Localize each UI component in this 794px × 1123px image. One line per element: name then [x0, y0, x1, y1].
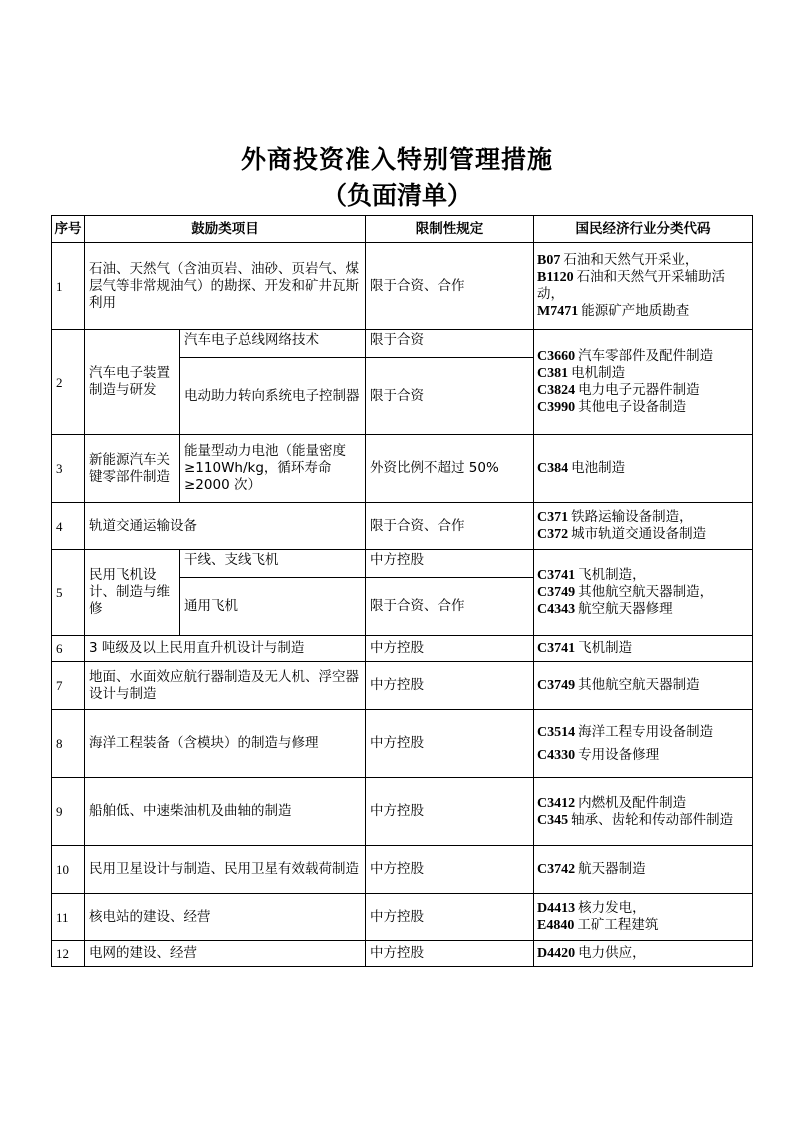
project-cell: 民用卫星设计与制造、民用卫星有效载荷制造 [85, 846, 366, 894]
row-number: 7 [52, 662, 85, 710]
restriction-cell: 中方控股 [366, 550, 534, 578]
restriction-cell: 中方控股 [366, 636, 534, 662]
project-cell: 核电站的建设、经营 [85, 894, 366, 941]
code-line: C4343 航空航天器修理 [537, 601, 673, 617]
code-cell [534, 435, 753, 503]
table-row [52, 243, 753, 330]
row-number: 8 [52, 710, 85, 778]
row-number: 3 [52, 435, 85, 503]
code-cell [534, 778, 753, 846]
code-line: M7471 能源矿产地质勘查 [537, 303, 690, 319]
code-line: E4840 工矿工程建筑 [537, 917, 659, 933]
row-number: 5 [52, 550, 85, 636]
row-number: 11 [52, 894, 85, 941]
project-cell: 电网的建设、经营 [85, 941, 366, 967]
code-line: C3749 其他航空航天器制造 [537, 677, 700, 693]
restriction-cell: 外资比例不超过 50% [366, 435, 534, 503]
header-no: 序号 [52, 216, 85, 243]
code-cell [534, 662, 753, 710]
table-row [52, 330, 753, 358]
row-number: 10 [52, 846, 85, 894]
table-row [52, 435, 753, 503]
row-number: 12 [52, 941, 85, 967]
restriction-cell: 限于合资 [366, 330, 534, 358]
code-cell [534, 636, 753, 662]
code-line: C3741 飞机制造 [537, 640, 633, 656]
row-number: 1 [52, 243, 85, 330]
project-cell: 汽车电子总线网络技术 [180, 330, 366, 358]
project-cell: 通用飞机 [180, 578, 366, 636]
table-row [52, 778, 753, 846]
code-line: C384 电池制造 [537, 460, 626, 476]
code-line: C4330 专用设备修理 [537, 746, 660, 763]
table-row [52, 710, 753, 778]
document-subtitle: （负面清单） [321, 181, 472, 210]
code-cell [534, 330, 753, 435]
project-cell: 海洋工程装备（含模块）的制造与修理 [85, 710, 366, 778]
project-cell: 地面、水面效应航行器制造及无人机、浮空器设计与制造 [85, 662, 366, 710]
code-line: C381 电机制造 [537, 365, 626, 381]
row-number: 9 [52, 778, 85, 846]
project-cell: 电动助力转向系统电子控制器 [180, 358, 366, 435]
project-cell: 3 吨级及以上民用直升机设计与制造 [85, 636, 366, 662]
project-cell: 轨道交通运输设备 [85, 503, 366, 550]
code-line: C345 轴承、齿轮和传动部件制造 [537, 811, 734, 828]
header-code: 国民经济行业分类代码 [534, 216, 753, 243]
code-cell [534, 550, 753, 636]
code-cell [534, 941, 753, 967]
document-title: 外商投资准入特别管理措施 [240, 145, 553, 174]
restriction-cell: 中方控股 [366, 846, 534, 894]
code-line: C371 铁路运输设备制造， [537, 509, 693, 525]
table-row [52, 894, 753, 941]
code-cell [534, 846, 753, 894]
row-number: 6 [52, 636, 85, 662]
code-line: C372 城市轨道交通设备制造 [537, 526, 707, 542]
code-line: C3660 汽车零部件及配件制造 [537, 348, 714, 364]
code-line: B07 石油和天然气开采业， [537, 252, 699, 268]
restriction-cell: 限于合资、合作 [366, 243, 534, 330]
code-cell [534, 710, 753, 778]
table-row [52, 941, 753, 967]
code-line: C3742 航天器制造 [537, 861, 646, 877]
table-row [52, 503, 753, 550]
table-row [52, 846, 753, 894]
header-restriction: 限制性规定 [366, 216, 534, 243]
project-cell: 干线、支线飞机 [180, 550, 366, 578]
table-row [52, 662, 753, 710]
restriction-cell: 中方控股 [366, 662, 534, 710]
table-header-row [52, 216, 753, 243]
code-line: B1120 石油和天然气开采辅助活动， [537, 269, 726, 302]
project-cell: 船舶低、中速柴油机及曲轴的制造 [85, 778, 366, 846]
restriction-cell: 限于合资 [366, 358, 534, 435]
table-row [52, 550, 753, 578]
restriction-cell: 限于合资、合作 [366, 578, 534, 636]
code-line: C3990 其他电子设备制造 [537, 399, 687, 415]
restriction-cell: 中方控股 [366, 778, 534, 846]
row-number: 4 [52, 503, 85, 550]
row-number: 2 [52, 330, 85, 435]
code-line: C3741 飞机制造， [537, 567, 646, 583]
code-line: C3514 海洋工程专用设备制造 [537, 723, 714, 740]
project-cell: 石油、天然气（含油页岩、油砂、页岩气、煤层气等非常规油气）的勘探、开发和矿井瓦斯利用 [85, 243, 366, 330]
restriction-cell: 中方控股 [366, 894, 534, 941]
negative-list-table [51, 215, 753, 967]
code-line: C3412 内燃机及配件制造 [537, 794, 687, 811]
code-line: D4413 核力发电， [537, 900, 646, 916]
category-cell: 汽车电子装置制造与研发 [85, 330, 180, 435]
code-line: C3824 电力电子元器件制造 [537, 382, 700, 398]
restriction-cell: 中方控股 [366, 941, 534, 967]
code-cell [534, 243, 753, 330]
table-row [52, 636, 753, 662]
category-cell: 新能源汽车关键零部件制造 [85, 435, 180, 503]
restriction-cell: 中方控股 [366, 710, 534, 778]
restriction-cell: 限于合资、合作 [366, 503, 534, 550]
code-line: C3749 其他航空航天器制造， [537, 584, 714, 600]
category-cell: 民用飞机设计、制造与维修 [85, 550, 180, 636]
code-line: D4420 电力供应， [537, 945, 646, 961]
header-project: 鼓励类项目 [85, 216, 366, 243]
code-cell [534, 894, 753, 941]
project-cell: 能量型动力电池（能量密度≥110Wh/kg，循环寿命≥2000 次） [180, 435, 366, 503]
code-cell [534, 503, 753, 550]
